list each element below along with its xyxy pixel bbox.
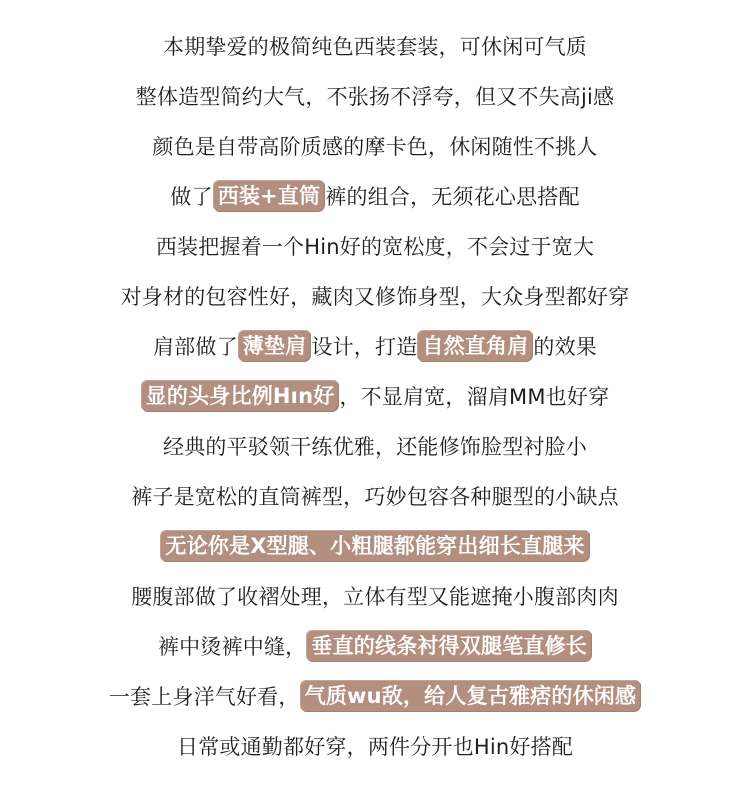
text-segment: 的效果 — [533, 335, 598, 359]
text-segment: 日常或通勤都好穿，两件分开也Hin好搭配 — [177, 735, 573, 759]
text-segment: 一套上身洋气好看， — [108, 685, 300, 709]
text-line — [0, 372, 750, 422]
text-segment: 腰腹部做了收褶处理，立体有型又能遮掩小腹部肉肉 — [131, 585, 619, 609]
highlight-tag: 无论你是X型腿、小粗腿都能穿出细长直腿来 — [161, 531, 588, 561]
text-line — [0, 422, 750, 472]
highlight-tag: 显的头身比例Hın好 — [142, 381, 339, 411]
highlight-tag: 薄垫肩 — [239, 331, 311, 361]
text-line — [0, 622, 750, 672]
text-line — [0, 722, 750, 772]
highlight-tag: 自然直角肩 — [418, 331, 532, 361]
text-segment: 经典的平驳领干练优雅，还能修饰脸型衬脸小 — [163, 435, 587, 459]
text-line — [0, 572, 750, 622]
highlight-tag: 气质wu敌，给人复古雅痞的休闲感 — [301, 681, 641, 711]
text-line — [0, 222, 750, 272]
text-segment: 裤中烫裤中缝， — [157, 635, 307, 659]
text-line — [0, 322, 750, 372]
highlight-tag: 垂直的线条衬得双腿笔直修长 — [307, 631, 591, 661]
text-segment: 本期挚爱的极简纯色西装套装，可休闲可气质 — [163, 35, 587, 59]
text-segment: ，不显肩宽，溜肩MM也好穿 — [339, 385, 610, 409]
text-segment: 裤的组合，无须花心思搭配 — [325, 185, 580, 209]
text-line — [0, 122, 750, 172]
text-segment: 颜色是自带高阶质感的摩卡色，休闲随性不挑人 — [152, 135, 598, 159]
text-segment: 整体造型简约大气，不张扬不浮夸，但又不失高ji感 — [135, 85, 615, 109]
text-segment: 设计，打造 — [311, 335, 418, 359]
text-line — [0, 672, 750, 722]
text-segment: 做了 — [170, 185, 213, 209]
text-line — [0, 172, 750, 222]
text-line — [0, 22, 750, 72]
text-line — [0, 272, 750, 322]
text-segment: 肩部做了 — [152, 335, 238, 359]
text-segment: 西装把握着一个Hin好的宽松度，不会过于宽大 — [155, 235, 595, 259]
text-line — [0, 472, 750, 522]
text-line — [0, 522, 750, 572]
text-segment: 对身材的包容性好，藏肉又修饰身型，大众身型都好穿 — [120, 285, 630, 309]
text-line — [0, 72, 750, 122]
highlight-tag: 西装+直筒 — [214, 181, 325, 211]
text-segment: 裤子是宽松的直筒裤型，巧妙包容各种腿型的小缺点 — [131, 485, 619, 509]
